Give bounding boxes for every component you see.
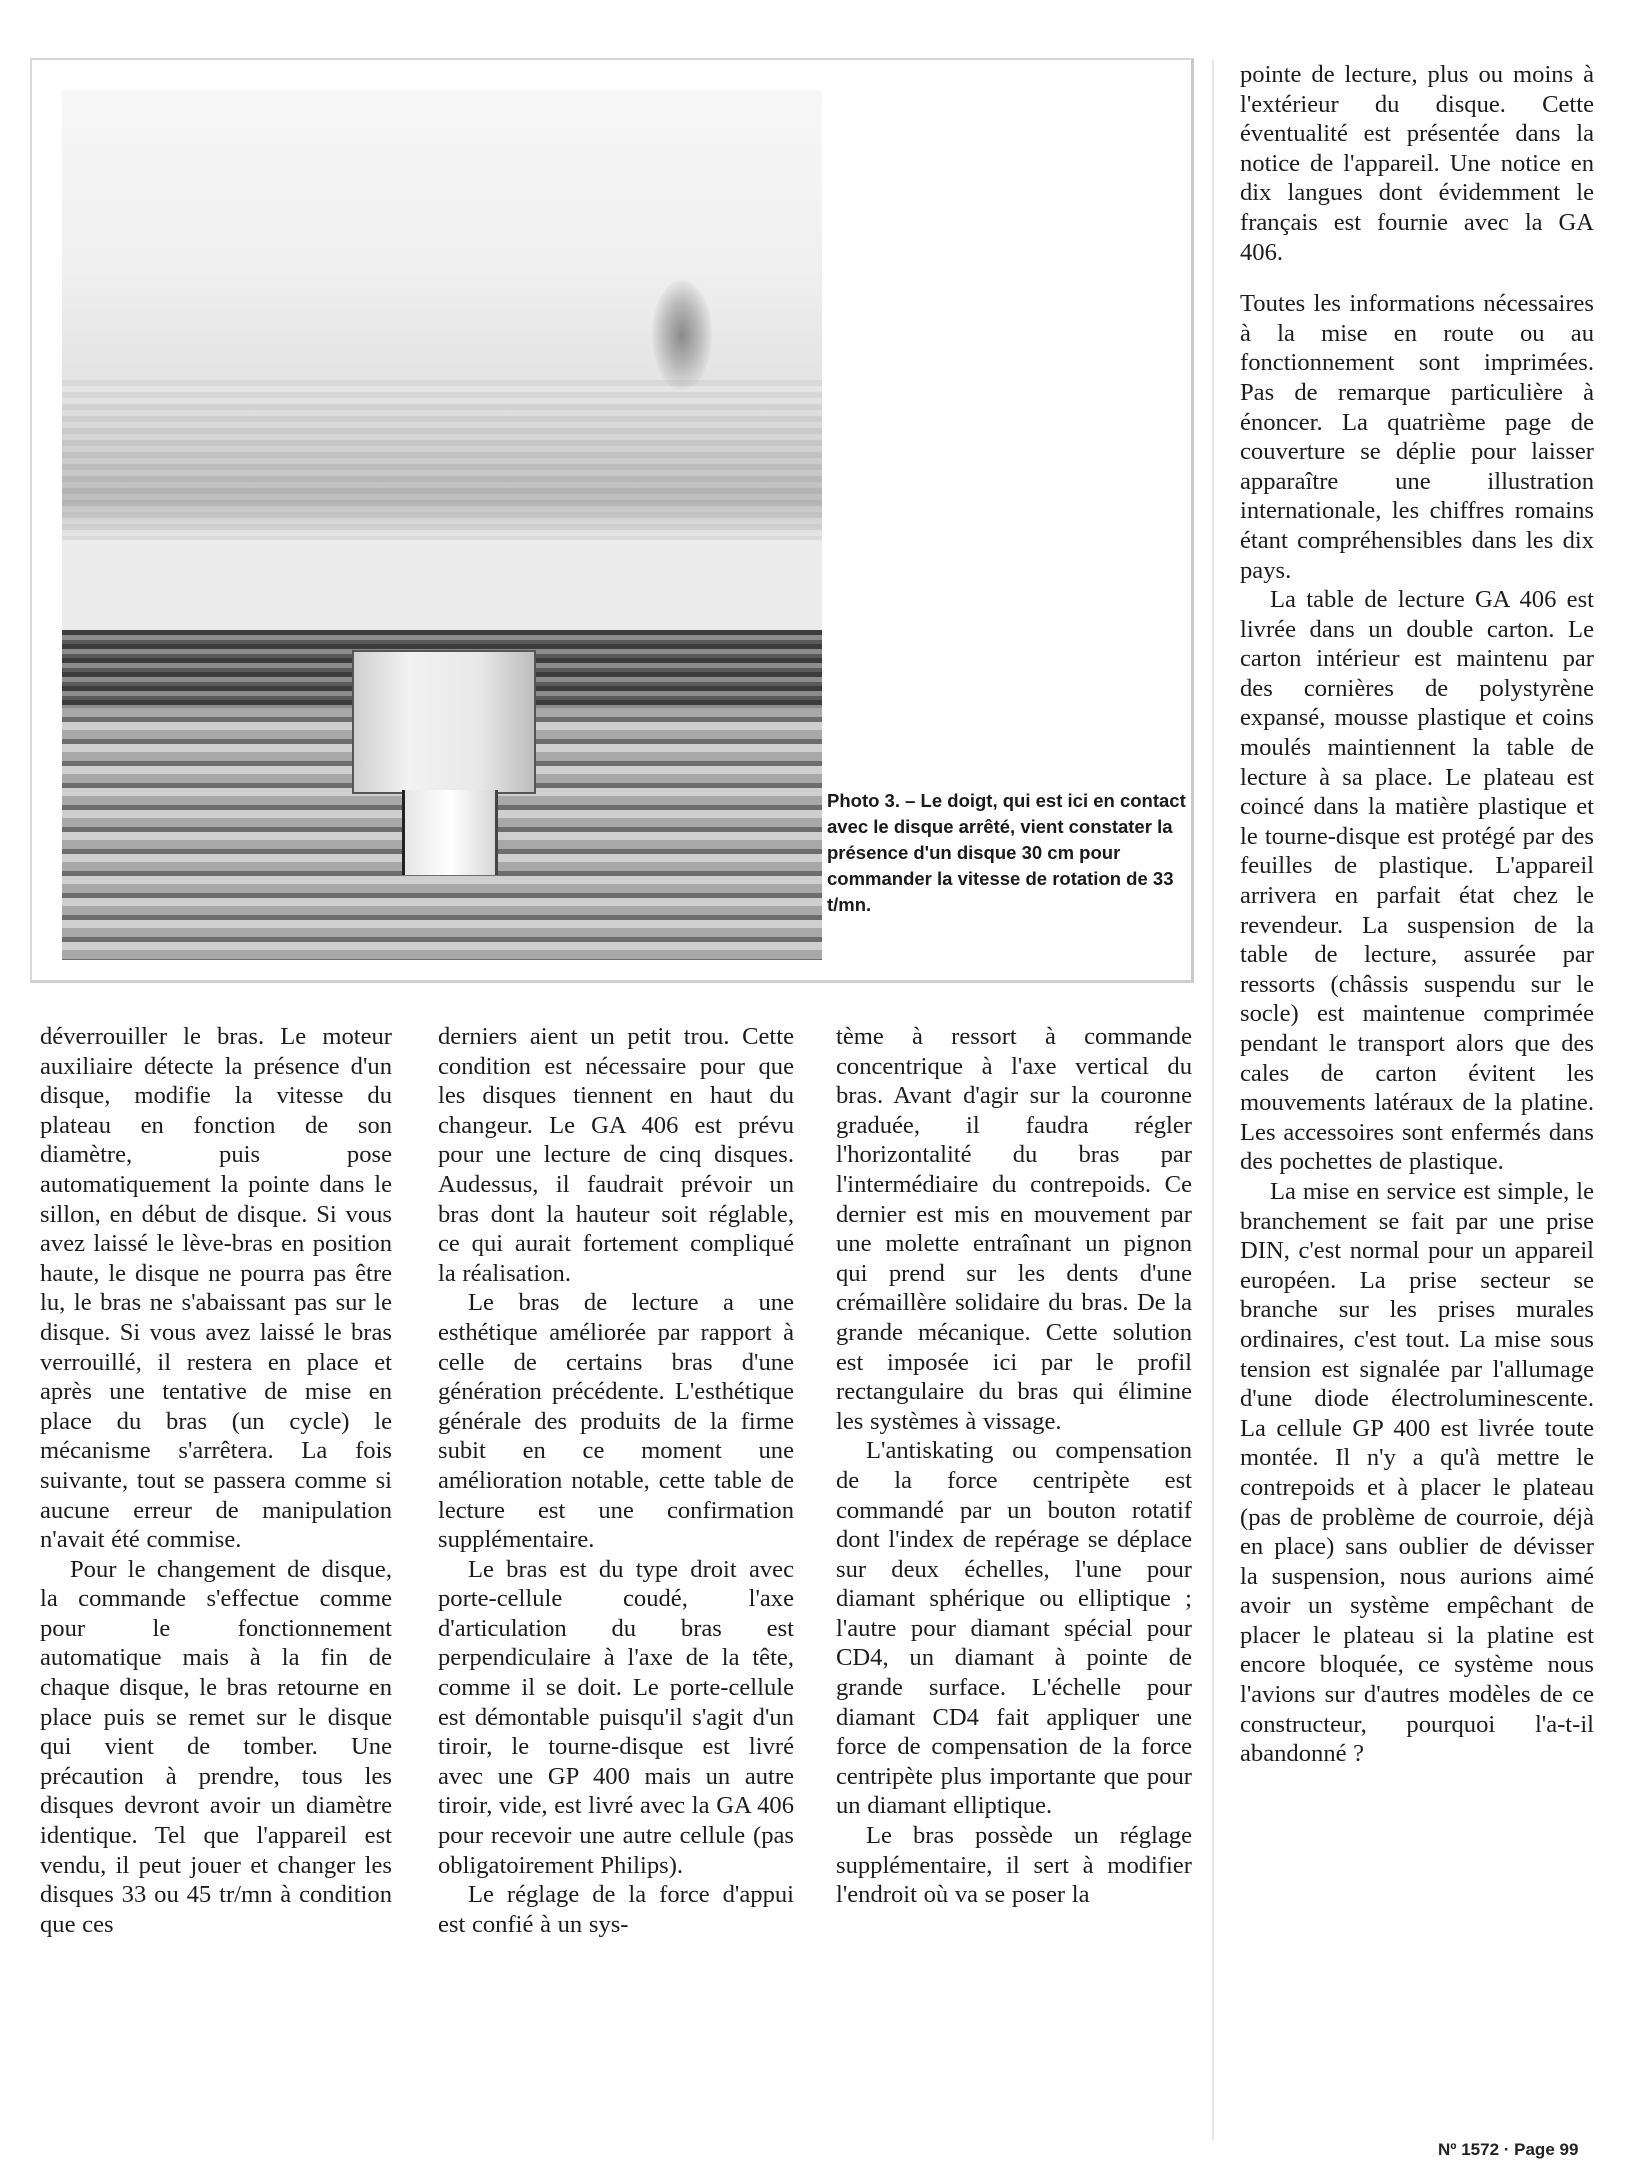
photo-haze xyxy=(62,380,822,540)
paragraph: Pour le changement de disque, la commande s'effectue comme pour le fonctionnement automatique mais à la fin de chaque disque, le bras retourne en place puis se remet sur le disque qui vient de tomber. Une précaution à prendre, tous les disques devront avoir un diamètre identique. Tel que l'appareil est vendu, il peut jouer et changer les disques 33 ou 45 tr/mn à condition que ces xyxy=(40,1555,392,1938)
column-rule xyxy=(1212,60,1214,2140)
paragraph: derniers aient un petit trou. Cette condition est nécessaire pour que les disques tiennent en haut du changeur. Le GA 406 est prévu pour une lecture de cinq disques. Audessus, il faudrait prévoir un bras dont la hauteur soit réglable, ce qui aurait fortement compliqué la réalisation. xyxy=(438,1023,794,1287)
paragraph: L'antiskating ou compensation de la force centripète est commandé par un bouton rotatif dont l'index de repérage se déplace sur deux échelles, l'une pour diamant sphérique ou elliptique ; l'autre pour diamant spécial pour CD4, un diamant à pointe de grande surface. L'échelle pour diamant CD4 fait appliquer une force de compensation de la force centripète plus importante que pour un diamant elliptique. xyxy=(836,1437,1192,1820)
photo-sensor-finger xyxy=(352,650,536,794)
paragraph: déverrouiller le bras. Le moteur auxiliaire détecte la présence d'un disque, modifie la vitesse du plateau en fonction de son diamètre, puis pose automatiquement la pointe dans le sillon, en début de disque. Si vous avez laissé le lève-bras en position haute, le disque ne pourra pas être lu, le bras ne s'abaissant pas sur le disque. Si vous avez laissé le bras verrouillé, il restera en place et après une tentative de mise en place du bras (un cycle) le mécanisme s'arrêtera. La fois suivante, tout se passera comme si aucune erreur de manipulation n'avait été commise. xyxy=(40,1023,392,1554)
turntable-photo xyxy=(62,90,822,960)
paragraph: pointe de lecture, plus ou moins à l'extérieur du disque. Cette éventualité est présentée dans la notice de l'appareil. Une notice en dix langues dont évidemment le français est fournie avec la GA 406. xyxy=(1240,61,1594,266)
text-column-2 xyxy=(438,1022,794,1939)
text-column-1 xyxy=(40,1022,392,1939)
paragraph: tème à ressort à commande concentrique à l'axe vertical du bras. Avant d'agir sur la couronne graduée, il faudra régler l'horizontalité du bras par l'intermédiaire du contrepoids. Ce dernier est mis en mouvement par une molette entraînant un pignon qui prend sur les dents d'une crémaillère solidaire du bras. De la grande mécanique. Cette solution est imposée ici par le profil rectangulaire du bras qui élimine les systèmes à vissage. xyxy=(836,1023,1192,1435)
photo-sensor-finger-tip xyxy=(402,790,498,875)
photo-caption: Photo 3. – Le doigt, qui est ici en contact avec le disque arrêté, vient constater la présence d'un disque 30 cm pour commander la vitesse de rotation de 33 t/mn. xyxy=(827,790,1186,915)
photo-frame xyxy=(30,58,1194,983)
paragraph: La table de lecture GA 406 est livrée dans un double carton. Le carton intérieur est maintenu par des cornières de polystyrène expansé, mousse plastique et coins moulés maintiennent la table de lecture à sa place. Le plateau est coincé dans la matière plastique et le tourne-disque est protégé par des feuilles de plastique. L'appareil arrivera en parfait état chez le revendeur. La suspension de la table de lecture, assurée par ressorts (châssis suspendu sur le socle) est maintenue comprimée pendant le transport alors que des cales de carton évitent les mouvements latéraux de la platine. Les accessoires sont enfermés dans des pochettes de plastique. xyxy=(1240,586,1594,1176)
text-column-3 xyxy=(836,1022,1192,1910)
text-column-4 xyxy=(1240,60,1594,1769)
paragraph: Le bras est du type droit avec porte-cellule coudé, l'axe d'articulation du bras est perpendiculaire à l'axe de la tête, comme il se doit. Le porte-cellule est démontable puisqu'il s'agit d'un tiroir, le tourne-disque est livré avec une GP 400 mais un autre tiroir, vide, est livré avec la GA 406 pour recevoir une autre cellule (pas obligatoirement Philips). xyxy=(438,1555,794,1879)
paragraph: Toutes les informations nécessaires à la mise en route ou au fonctionnement sont imprimées. Pas de remarque particulière à énoncer. La quatrième page de couverture se déplie pour laisser apparaître une illustration internationale, les chiffres romains étant compréhensibles dans les dix pays. xyxy=(1240,290,1594,584)
paragraph: Le réglage de la force d'appui est confié à un sys- xyxy=(438,1881,794,1938)
paragraph: La mise en service est simple, le branchement se fait par une prise DIN, c'est normal pour un appareil européen. La prise secteur se branche sur les prises murales ordinaires, c'est tout. La mise sous tension est signalée par l'allumage d'une diode électroluminescente. La cellule GP 400 est livrée toute montée. Il n'y a qu'à mettre le contrepoids et à placer le plateau (pas de problème de courroie, déjà en place) sans oublier de dévisser la suspension, nous aurions aimé avoir un système empêchant de placer le plateau si la platine est encore bloquée, ce système nous l'avions sur d'autres modèles de ce constructeur, pourquoi l'a-t-il abandonné ? xyxy=(1240,1177,1594,1768)
photo-blur-spot xyxy=(652,280,712,390)
paragraph: Le bras possède un réglage supplémentaire, il sert à modifier l'endroit où va se poser la xyxy=(836,1822,1192,1909)
paragraph: Le bras de lecture a une esthétique améliorée par rapport à celle de certains bras d'une génération précédente. L'esthétique générale des produits de la firme subit en ce moment une amélioration notable, cette table de lecture est une confirmation supplémentaire. xyxy=(438,1289,794,1554)
page-folio: Nº 1572 · Page 99 xyxy=(1438,2140,1579,2159)
